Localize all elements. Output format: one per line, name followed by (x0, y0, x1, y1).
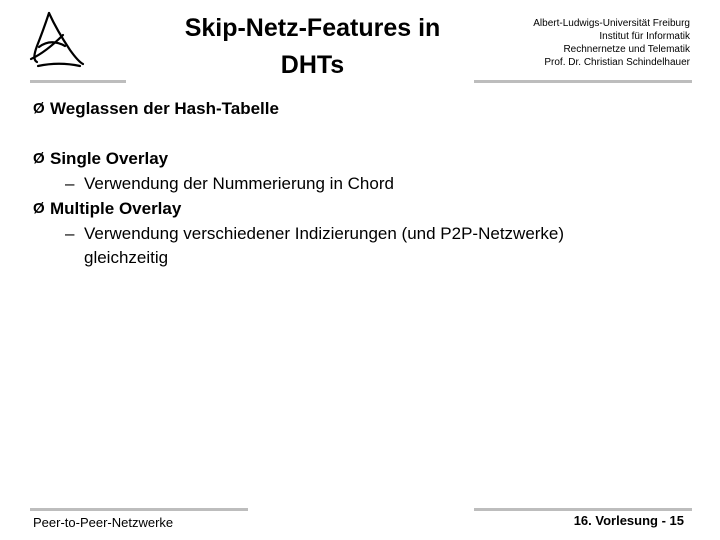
bullet-item (33, 146, 693, 172)
arrow-bullet-icon: Ø (33, 150, 45, 167)
slide-title-line-1: Skip-Netz-Features in (184, 14, 441, 42)
university-logo-icon (28, 10, 86, 68)
dash-bullet: – (65, 224, 75, 243)
arrow-bullet-icon: Ø (33, 100, 45, 117)
footer-course-title: Peer-to-Peer-Netzwerke (33, 515, 174, 530)
slide-content (33, 96, 693, 270)
header-divider-right (474, 80, 692, 83)
slide-title-line-2: DHTs (280, 51, 345, 79)
bullet-item (33, 96, 693, 122)
header-divider-left (30, 80, 126, 83)
sub-bullet-continuation (33, 246, 693, 270)
bullet-text: Weglassen der Hash-Tabelle (50, 99, 279, 118)
sub-bullet-item (33, 222, 693, 246)
footer-divider-left (30, 508, 248, 511)
affiliation-department: Rechnernetze und Telematik (563, 44, 690, 55)
affiliation-institute: Institut für Informatik (599, 31, 690, 42)
slide-title (160, 10, 465, 84)
sub-bullet-text: Verwendung verschiedener Indizierungen (und P2P-Netzwerke) (84, 224, 565, 243)
bullet-item (33, 196, 693, 222)
arrow-bullet-icon: Ø (33, 200, 45, 217)
sub-bullet-item (33, 172, 693, 196)
affiliation-professor: Prof. Dr. Christian Schindelhauer (544, 57, 690, 68)
bullet-text: Multiple Overlay (50, 199, 182, 218)
dash-bullet: – (65, 174, 75, 193)
footer-page-number: 16. Vorlesung - 15 (573, 513, 684, 528)
bullet-text: Single Overlay (50, 149, 169, 168)
affiliation-block (430, 17, 690, 69)
affiliation-university: Albert-Ludwigs-Universität Freiburg (533, 18, 690, 29)
footer-divider-right (474, 508, 692, 511)
sub-bullet-text: Verwendung der Nummerierung in Chord (84, 174, 394, 193)
sub-bullet-text: gleichzeitig (84, 248, 169, 267)
